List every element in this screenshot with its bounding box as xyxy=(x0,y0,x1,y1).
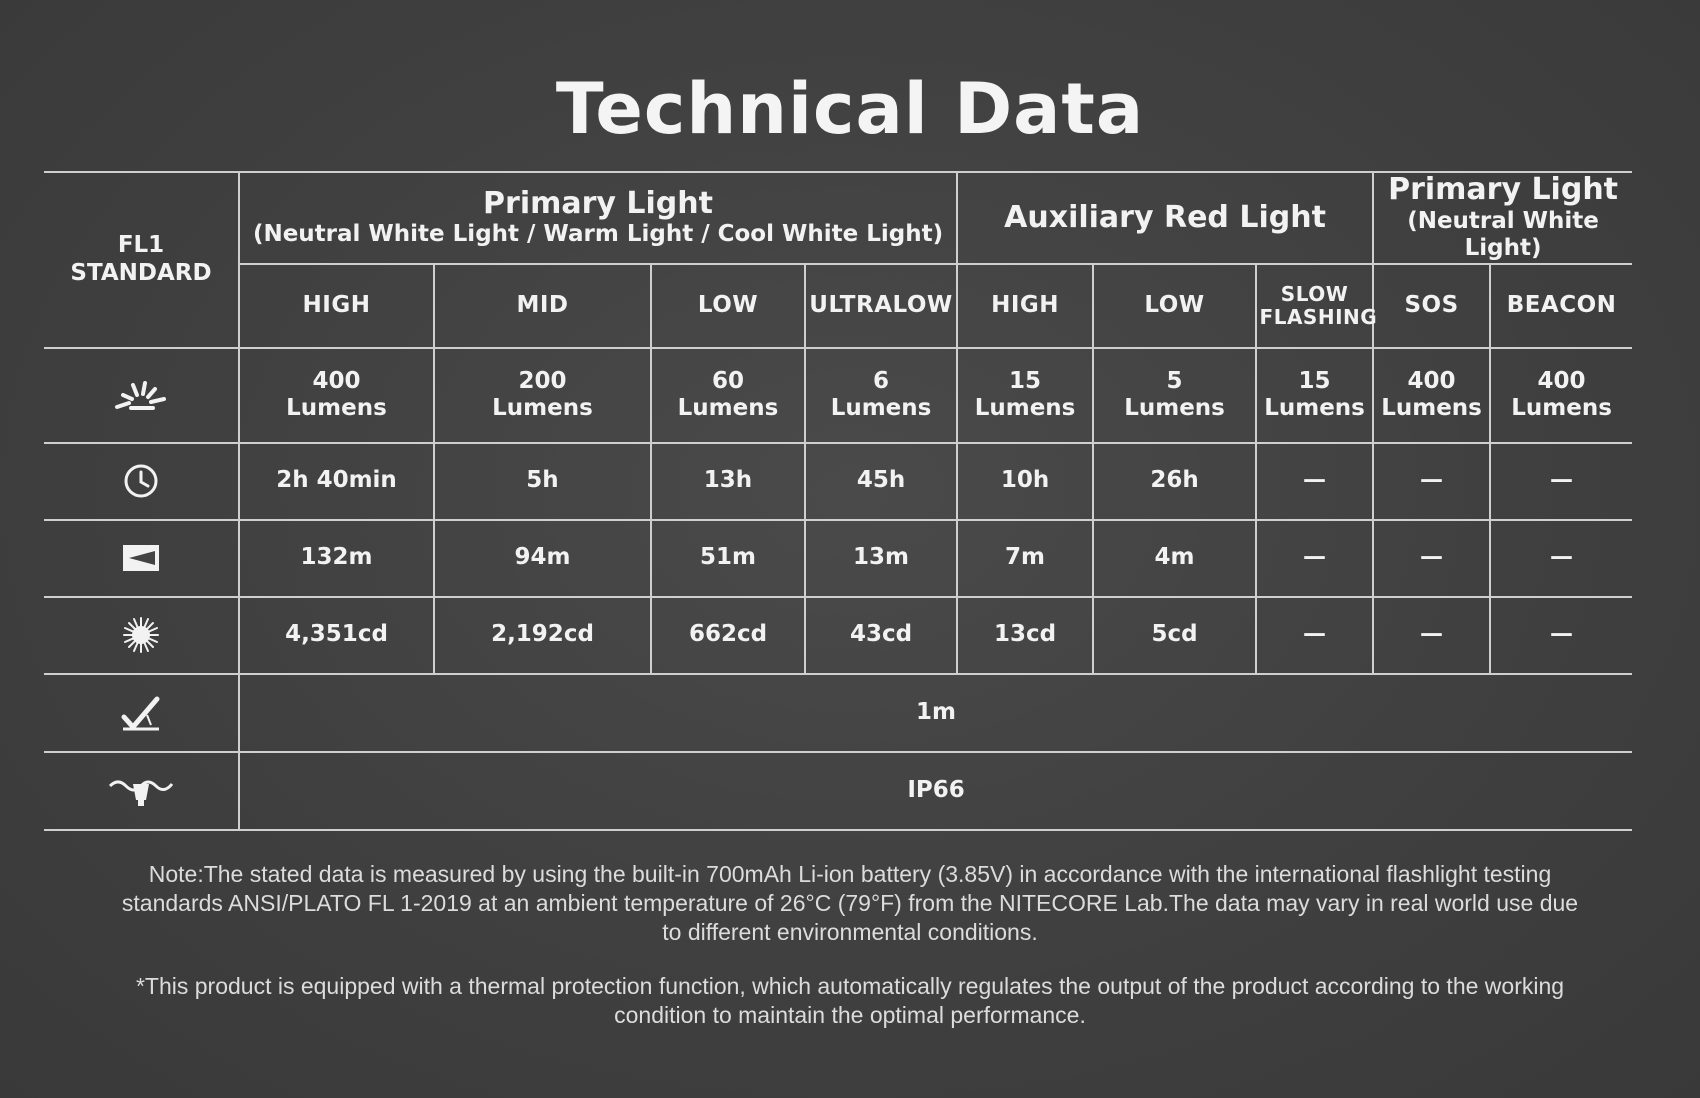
mode-beacon: BEACON xyxy=(1490,264,1632,348)
group-title: Primary Light xyxy=(1388,172,1619,207)
mode-red-low: LOW xyxy=(1093,264,1256,348)
output-cell xyxy=(805,348,957,443)
intensity-cell: 5cd xyxy=(1093,597,1256,674)
page-title: Technical Data xyxy=(555,68,1145,150)
output-value: 15 xyxy=(1009,367,1042,394)
waterproof-row xyxy=(44,752,1632,830)
output-cell xyxy=(239,348,434,443)
technical-data-table xyxy=(44,171,1632,831)
output-value: 6 xyxy=(873,367,890,394)
impact-row xyxy=(44,674,1632,752)
waterproof-icon xyxy=(108,774,174,808)
intensity-cell: — xyxy=(1256,597,1373,674)
output-value: 400 xyxy=(1537,367,1586,394)
distance-cell: — xyxy=(1373,520,1490,597)
intensity-cell: 4,351cd xyxy=(239,597,434,674)
mode-slow-flashing xyxy=(1256,264,1378,348)
output-unit: Lumens xyxy=(492,395,593,422)
group-header-row xyxy=(44,172,1632,264)
notes xyxy=(120,860,1580,1030)
mode-low: LOW xyxy=(651,264,805,348)
output-cell xyxy=(1490,348,1632,443)
runtime-cell: 45h xyxy=(805,443,957,520)
light-output-icon xyxy=(111,377,171,413)
output-value: 60 xyxy=(711,367,744,394)
output-value: 15 xyxy=(1298,367,1331,394)
intensity-icon-cell xyxy=(44,597,239,674)
group-auxiliary-red-light xyxy=(957,172,1373,264)
output-row xyxy=(44,348,1632,443)
output-unit: Lumens xyxy=(1264,395,1365,422)
group-primary-light xyxy=(239,172,957,264)
distance-cell: — xyxy=(1256,520,1373,597)
model-standard: STANDARD xyxy=(70,259,212,286)
intensity-row xyxy=(44,597,1632,674)
output-value: 400 xyxy=(1407,367,1456,394)
output-unit: Lumens xyxy=(830,395,932,422)
output-unit: Lumens xyxy=(1381,395,1482,422)
mode-sos: SOS xyxy=(1373,264,1490,348)
impact-resistance-icon xyxy=(121,695,161,731)
output-icon-cell xyxy=(44,348,239,443)
runtime-icon-cell xyxy=(44,443,239,520)
distance-row xyxy=(44,520,1632,597)
output-value: 5 xyxy=(1166,367,1183,394)
output-cell xyxy=(1256,348,1373,443)
mode-ultralow: ULTRALOW xyxy=(805,264,957,348)
output-unit: Lumens xyxy=(1511,395,1612,422)
runtime-cell: 5h xyxy=(434,443,651,520)
output-unit: Lumens xyxy=(286,395,387,422)
impact-icon-cell xyxy=(44,674,239,752)
output-cell xyxy=(1373,348,1490,443)
output-unit: Lumens xyxy=(974,395,1076,422)
distance-icon-cell xyxy=(44,520,239,597)
runtime-cell: — xyxy=(1490,443,1632,520)
peak-intensity-icon xyxy=(121,615,161,655)
group-subtitle: (Neutral White Light) xyxy=(1407,207,1599,262)
impact-value: 1m xyxy=(239,674,1632,752)
waterproof-icon-cell xyxy=(44,752,239,830)
distance-cell: 94m xyxy=(434,520,651,597)
output-unit: Lumens xyxy=(1124,395,1225,422)
distance-cell: 132m xyxy=(239,520,434,597)
waterproof-value: IP66 xyxy=(239,752,1632,830)
output-cell xyxy=(1093,348,1256,443)
mode-mid: MID xyxy=(434,264,651,348)
group-title: Primary Light xyxy=(483,185,713,221)
group-primary-light-neutral xyxy=(1373,172,1632,264)
mode-high: HIGH xyxy=(239,264,434,348)
output-value: 400 xyxy=(312,367,361,394)
mode-red-high: HIGH xyxy=(957,264,1093,348)
runtime-row xyxy=(44,443,1632,520)
output-cell xyxy=(651,348,805,443)
runtime-cell: — xyxy=(1373,443,1490,520)
group-subtitle: (Neutral White Light / Warm Light / Cool White Light) xyxy=(252,221,944,248)
intensity-cell: — xyxy=(1373,597,1490,674)
runtime-cell: 26h xyxy=(1093,443,1256,520)
model-name: FL1 xyxy=(117,232,165,259)
beam-distance-icon xyxy=(121,543,161,573)
runtime-cell: 13h xyxy=(651,443,805,520)
mode-header-row xyxy=(44,264,1632,348)
intensity-cell: 13cd xyxy=(957,597,1093,674)
output-value: 200 xyxy=(518,367,567,394)
intensity-cell: 662cd xyxy=(651,597,805,674)
intensity-cell: 43cd xyxy=(805,597,957,674)
distance-cell: — xyxy=(1490,520,1632,597)
distance-cell: 7m xyxy=(957,520,1093,597)
intensity-cell: 2,192cd xyxy=(434,597,651,674)
note-thermal-protection: *This product is equipped with a thermal protection function, which automatically regulates the output of the product according to the working condition to maintain the optimal performance. xyxy=(135,973,1565,1028)
mode-slow-flashing-label: SLOW FLASHING xyxy=(1259,281,1378,329)
output-cell xyxy=(957,348,1093,443)
distance-cell: 4m xyxy=(1093,520,1256,597)
note-measurement: Note:The stated data is measured by using the built-in 700mAh Li-ion battery (3.85V) in accordance with the international flashlight testing standards ANSI/PLATO FL 1-2019 at an ambient temperature of 26°C (79°F) from the NITECORE Lab.The data may vary in real world use due to different environmental conditions. xyxy=(121,861,1579,945)
clock-icon xyxy=(122,462,160,500)
output-unit: Lumens xyxy=(677,395,779,422)
model-cell xyxy=(44,172,239,348)
runtime-cell: — xyxy=(1256,443,1373,520)
group-title: Auxiliary Red Light xyxy=(1004,199,1326,235)
intensity-cell: — xyxy=(1490,597,1632,674)
distance-cell: 13m xyxy=(805,520,957,597)
distance-cell: 51m xyxy=(651,520,805,597)
runtime-cell: 10h xyxy=(957,443,1093,520)
output-cell xyxy=(434,348,651,443)
runtime-cell: 2h 40min xyxy=(239,443,434,520)
